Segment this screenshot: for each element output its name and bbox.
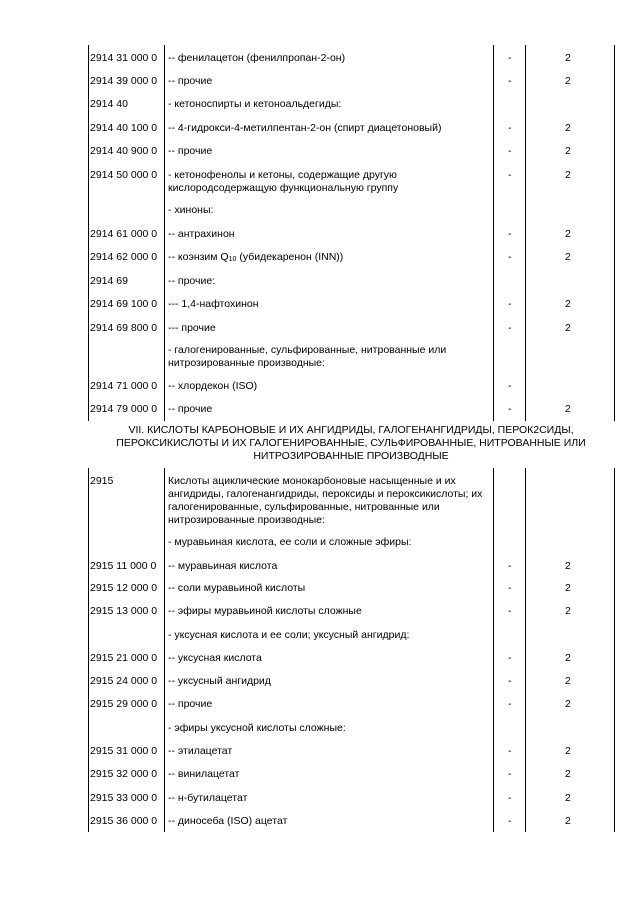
row-rate: 2 [565, 169, 571, 181]
row-rate: 2 [565, 652, 571, 664]
row-code: 2915 32 000 0 [90, 768, 158, 780]
row-duty: - [508, 792, 512, 804]
row-code: 2914 62 000 0 [90, 251, 158, 263]
row-code: 2915 29 000 0 [90, 698, 158, 710]
row-rate: 2 [565, 228, 571, 240]
row-code: 2914 69 800 0 [90, 322, 158, 334]
table-rule [164, 45, 165, 421]
row-description: -- прочие: [168, 275, 216, 287]
row-code: 2914 69 100 0 [90, 298, 158, 310]
row-duty: - [508, 251, 512, 263]
row-rate: 2 [565, 698, 571, 710]
row-rate: 2 [565, 52, 571, 64]
row-code: 2915 33 000 0 [90, 792, 158, 804]
table-rule [164, 468, 165, 832]
row-description: - уксусная кислота и ее соли; уксусный ангидрид: [168, 629, 410, 641]
row-code: 2915 [90, 475, 114, 487]
section-title: VII. КИСЛОТЫ КАРБОНОВЫЕ И ИХ АНГИДРИДЫ, ГАЛОГЕНАНГИДРИДЫ, ПЕРОК2СИДЫ, ПЕРОКСИКИСЛОТЫ И ИХ ГАЛОГЕНИРОВАННЫЕ, СУЛЬФИРОВАННЫЕ, НИТРОВАННЫЕ ИЛИ НИТРОЗИРОВАННЫЕ ПРОИЗВОДНЫЕ [116, 424, 586, 462]
table-rule [88, 468, 89, 832]
table-rule [88, 45, 89, 421]
row-description: -- фенилацетон (фенилпропан-2-он) [168, 52, 346, 64]
row-duty: - [508, 582, 512, 594]
row-duty: - [508, 698, 512, 710]
row-description: -- прочие [168, 403, 213, 415]
row-description: -- этилацетат [168, 745, 233, 757]
row-rate: 2 [565, 122, 571, 134]
row-code: 2914 50 000 0 [90, 169, 158, 181]
row-description: -- диносеба (ISO) ацетат [168, 815, 288, 827]
row-rate: 2 [565, 582, 571, 594]
row-rate: 2 [565, 675, 571, 687]
table-rule [614, 45, 615, 421]
description-subscript: 10 [228, 256, 237, 263]
row-description: --- прочие [168, 322, 216, 334]
row-description: -- прочие [168, 145, 213, 157]
row-code: 2914 39 000 0 [90, 75, 158, 87]
row-description: -- 4-гидрокси-4-метилпентан-2-он (спирт диацетоновый) [168, 122, 442, 134]
table-rule [614, 468, 615, 832]
row-rate: 2 [565, 298, 571, 310]
row-description: -- соли муравьиной кислоты [168, 582, 306, 594]
description-text: (убидекаренон (INN)) [236, 251, 344, 263]
row-description: - кетоноспирты и кетоноальдегиды: [168, 98, 342, 110]
row-code: 2914 61 000 0 [90, 228, 158, 240]
row-code: 2915 36 000 0 [90, 815, 158, 827]
row-code: 2914 40 100 0 [90, 122, 158, 134]
description-text: -- коэнзим Q [168, 251, 229, 263]
row-description: - эфиры уксусной кислоты сложные: [168, 722, 346, 734]
row-duty: - [508, 745, 512, 757]
row-description: - хиноны: [168, 204, 214, 216]
row-rate: 2 [565, 75, 571, 87]
row-rate: 2 [565, 560, 571, 572]
row-code: 2915 21 000 0 [90, 652, 158, 664]
row-code: 2915 11 000 0 [90, 560, 157, 572]
table-rule [525, 45, 526, 421]
row-description: - галогенированные, сульфированные, нитрованные или нитрозированные производные: [168, 344, 447, 369]
row-duty: - [508, 145, 512, 157]
row-description: -- уксусный ангидрид [168, 675, 271, 687]
row-rate: 2 [565, 768, 571, 780]
row-code: 2914 69 [90, 275, 128, 287]
row-description: -- эфиры муравьиной кислоты сложные [168, 605, 362, 617]
row-duty: - [508, 815, 512, 827]
table-rule [493, 45, 494, 421]
row-duty: - [508, 675, 512, 687]
row-duty: - [508, 228, 512, 240]
row-rate: 2 [565, 403, 571, 415]
row-description: -- винилацетат [168, 768, 240, 780]
row-description: -- хлордекон (ISO) [168, 380, 258, 392]
row-description: -- уксусная кислота [168, 652, 262, 664]
row-description: -- антрахинон [168, 228, 235, 240]
row-code: 2914 79 000 0 [90, 403, 158, 415]
row-rate: 2 [565, 145, 571, 157]
row-description: - кетонофенолы и кетоны, содержащие другую кислородсодержащую функциональную группу [168, 169, 399, 194]
row-description: -- муравьиная кислота [168, 560, 278, 572]
row-duty: - [508, 380, 512, 392]
row-duty: - [508, 52, 512, 64]
row-description: Кислоты ациклические монокарбоновые насыщенные и их ангидриды, галогенангидриды, пероксиды и пероксикислоты; их галогенированные, сульфированные, нитрованные или нитрозированные производные: [168, 475, 483, 526]
row-duty: - [508, 298, 512, 310]
row-code: 2915 12 000 0 [90, 582, 158, 594]
row-rate: 2 [565, 815, 571, 827]
row-code: 2915 31 000 0 [90, 745, 158, 757]
row-rate: 2 [565, 322, 571, 334]
row-description: - муравьиная кислота, ее соли и сложные эфиры: [168, 536, 412, 548]
row-code: 2914 40 900 0 [90, 145, 158, 157]
row-duty: - [508, 652, 512, 664]
row-description: -- прочие [168, 75, 213, 87]
row-rate: 2 [565, 745, 571, 757]
row-duty: - [508, 605, 512, 617]
row-description: --- 1,4-нафтохинон [168, 298, 259, 310]
row-duty: - [508, 403, 512, 415]
row-rate: 2 [565, 251, 571, 263]
row-duty: - [508, 122, 512, 134]
row-duty: - [508, 560, 512, 572]
row-rate: 2 [565, 605, 571, 617]
row-code: 2914 40 [90, 98, 128, 110]
row-duty: - [508, 768, 512, 780]
row-duty: - [508, 75, 512, 87]
row-description [168, 251, 490, 266]
table-rule [493, 468, 494, 832]
row-description: -- н-бутилацетат [168, 792, 248, 804]
row-description: -- прочие [168, 698, 213, 710]
row-duty: - [508, 322, 512, 334]
table-rule [525, 468, 526, 832]
row-code: 2914 31 000 0 [90, 52, 158, 64]
row-code: 2915 13 000 0 [90, 605, 158, 617]
row-code: 2915 24 000 0 [90, 675, 158, 687]
row-code: 2914 71 000 0 [90, 380, 158, 392]
row-duty: - [508, 169, 512, 181]
row-rate: 2 [565, 792, 571, 804]
